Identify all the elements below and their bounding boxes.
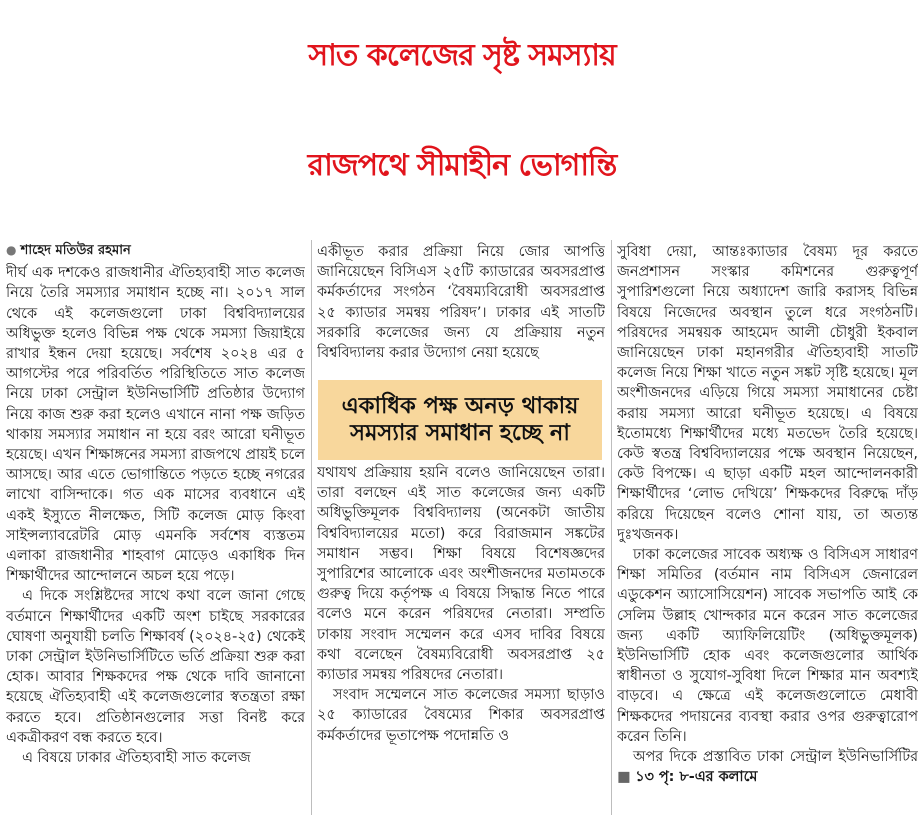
- paragraph: একীভূত করার প্রক্রিয়া নিয়ে জোর আপত্তি জানিয়েছেন বিসিএস ২৫টি ক্যাডারের অবসরপ্রাপ্ত কর্মকর্তাদের সংগঠন ‘বৈষম্যবিরোধী অবসরপ্রাপ্ত ২৫ ক্যাডার সমন্বয় পরিষদ’। ঢাকার এই সাতটি সরকারি কলেজের জন্য যে প্রক্রিয়ায় নতুন বিশ্ববিদ্যালয় করার উদ্যোগ নেয়া হয়েছে: [317, 244, 605, 362]
- headline-line-1: সাত কলেজের সৃষ্ট সমস্যায়: [308, 38, 616, 73]
- paragraph: ঢাকা কলেজের সাবেক অধ্যক্ষ ও বিসিএস সাধারণ শিক্ষা সমিতির (বর্তমান নাম বিসিএস জেনারেল এডুকেশন অ্যাসোসিয়েশন) সাবেক সভাপতি আই কে সেলিম উল্লাহ খোন্দকার মনে করেন সাত কলেজের জন্য একটি অ্যাফিলিয়েটিং (অধিভুক্তমূলক) ইউনিভার্সিটি হোক এবং কলেজগুলোর আর্থিক স্বাধীনতা ও সুযোগ-সুবিধা দিলে শিক্ষার মান অবশ্যই বাড়বে। এ ক্ষেত্রে এই কলেজগুলোতে মেধাবী শিক্ষকদের পদায়নের ব্যবস্থা করার ওপর গুরুত্বারোপ করেন তিনি।: [617, 547, 918, 745]
- author-name: শাহেদ মতিউর রহমান: [20, 243, 131, 258]
- bullet-icon: ●: [6, 243, 21, 257]
- article-column-2-top: [317, 242, 605, 368]
- pull-quote: [318, 380, 602, 460]
- paragraph: [617, 747, 918, 787]
- paragraph: এ দিকে সংশ্লিষ্টদের সাথে কথা বলে জানা গেছে বর্তমানে শিক্ষার্থীদের একটি অংশ চাইছে সরকারের ঘোষণা অনুযায়ী চলতি শিক্ষাবর্ষ (২০২৪-২৫) থেকেই ঢাকা সেন্ট্রাল ইউনিভার্সিটিতে ভর্তি প্রক্রিয়া শুরু করা হোক। আবার শিক্ষকদের পক্ষ থেকে দাবি জানানো হয়েছে ঐতিহ্যবাহী এই কলেজগুলোর স্বতন্ত্রতা রক্ষা করতে হবে। প্রতিষ্ঠানগুলোর সত্তা বিনষ্ট করে একত্রীকরণ বন্ধ করতে হবে।: [6, 588, 305, 746]
- headline-line-2: রাজপথে সীমাহীন ভোগান্তি: [307, 148, 617, 183]
- paragraph: দীর্ঘ এক দশকেও রাজধানীর ঐতিহ্যবাহী সাত কলেজ নিয়ে তৈরি সমস্যার সমাধান হচ্ছে না। ২০১৭ সাল থেকে এই কলেজগুলো ঢাকা বিশ্ববিদ্যালয়ের অধিভুক্ত হলেও বিভিন্ন পক্ষ থেকে সমস্যা জিয়াইয়ে রাখার ইন্ধন দেয়া হয়েছে। সর্বশেষ ২০২৪ এর ৫ আগস্টের পরে পরিবর্তিত পরিস্থিতিতে সাত কলেজ নিয়ে ঢাকা সেন্ট্রাল ইউনিভার্সিটি প্রতিষ্ঠার উদ্যোগ নিয়ে কাজ শুরু করা হলেও এখানে নানা পক্ষ জড়িত থাকায় সমস্যার সমাধান না হয়ে বরং আরো ঘনীভূত হয়েছে। এখন শিক্ষাঙ্গনের সমস্যা রাজপথে প্রায়ই চলে আসছে। আর এতে ভোগান্তিতে পড়তে হচ্ছে নগরের লাখো বাসিন্দাকে। গত এক মাসের ব্যবধানে এই একই ইস্যুতে নীলক্ষেত, সিটি কলেজ মোড় কিংবা সাইন্সল্যাবরেটরি মোড় এমনকি সর্বশেষ ব্যস্ততম এলাকা রাজধানীর শাহবাগ মোড়েও একাধিক দিন শিক্ষার্থীদের আন্দোলনে অচল হয়ে পড়ে।: [6, 265, 305, 585]
- paragraph-text: অপর দিকে প্রস্তাবিত ঢাকা সেন্ট্রাল ইউনিভার্সিটির: [633, 749, 918, 766]
- continuation-note: ১৩ পৃ: ৮-এর কলামে: [635, 769, 758, 786]
- square-icon: ■: [617, 769, 631, 786]
- article-column-2-bottom: [317, 463, 605, 815]
- article-column-3: [617, 242, 918, 815]
- column-divider: [611, 240, 612, 815]
- paragraph: সুবিধা দেয়া, আন্তঃক্যাডার বৈষম্য দূর করতে জনপ্রশাসন সংস্কার কমিশনের গুরুত্বপূর্ণ সুপারিশগুলো নিয়ে অধ্যাদেশ জারি করাসহ বিভিন্ন বিষয়ে নিজেদের অবস্থান তুলে ধরে সংগঠনটি। পরিষদের সমন্বয়ক আহমেদ আলী চৌধুরী ইকবাল জানিয়েছেন ঢাকা মহানগরীর ঐতিহ্যবাহী সাতটি কলেজ নিয়ে শিক্ষা খাতে নতুন সঙ্কট সৃষ্টি হয়েছে। মূল অংশীজনদের এড়িয়ে গিয়ে সমস্যা সমাধানের চেষ্টা করায় সমস্যা আরো ঘনীভূত হয়েছে। এ বিষয়ে ইতোমধ্যে শিক্ষার্থীদের মধ্যে মতভেদ তৈরি হয়েছে। কেউ স্বতন্ত্র বিশ্ববিদ্যালয়ের পক্ষে অবস্থান নিয়েছেন, কেউ বিপক্ষে। এ ছাড়া একটি মহল আন্দোলনকারী শিক্ষার্থীদের ‘লোভ দেখিয়ে’ শিক্ষকদের বিরুদ্ধে দাঁড় করিয়ে দিয়েছেন বলেও শোনা যায়, তা অত্যন্ত দুঃখজনক।: [617, 244, 918, 543]
- paragraph: সংবাদ সম্মেলনে সাত কলেজের সমস্যা ছাড়াও ২৫ ক্যাডারের বৈষম্যের শিকার অবসরপ্রাপ্ত কর্মকর্তাদের ভূতাপেক্ষ পদোন্নতি ও: [317, 687, 605, 744]
- byline: [6, 240, 305, 261]
- paragraph: এ বিষয়ে ঢাকার ঐতিহ্যবাহী সাত কলেজ: [22, 750, 251, 767]
- paragraph: যথাযথ প্রক্রিয়ায় হয়নি বলেও জানিয়েছেন তারা। তারা বলছেন এই সাত কলেজের জন্য একটি অধিভুক্তিমূলক বিশ্ববিদ্যালয় (অনেকটা জাতীয় বিশ্ববিদ্যালয়ের মতো) করে বিরাজমান সঙ্কটের সমাধান সম্ভব। শিক্ষা বিষয়ে বিশেষজ্ঞদের সুপারিশের আলোকে এবং অংশীজনদের মতামতকে গুরুত্ব দিয়ে কর্তৃপক্ষ এ বিষয়ে সিদ্ধান্ত নিতে পারে বলেও মনে করেন পরিষদের নেতারা। সম্প্রতি ঢাকায় সংবাদ সম্মেলন করে এসব দাবির বিষয়ে কথা বলেছেন বৈষম্যবিরোধী অবসরপ্রাপ্ত ২৫ ক্যাডার সমন্বয় পরিষদের নেতারা।: [317, 465, 605, 684]
- article-column-1: [6, 240, 305, 815]
- column-divider: [311, 240, 312, 815]
- pull-quote-text: একাধিক পক্ষ অনড় থাকায় সমস্যার সমাধান হচ্ছে না: [341, 393, 579, 446]
